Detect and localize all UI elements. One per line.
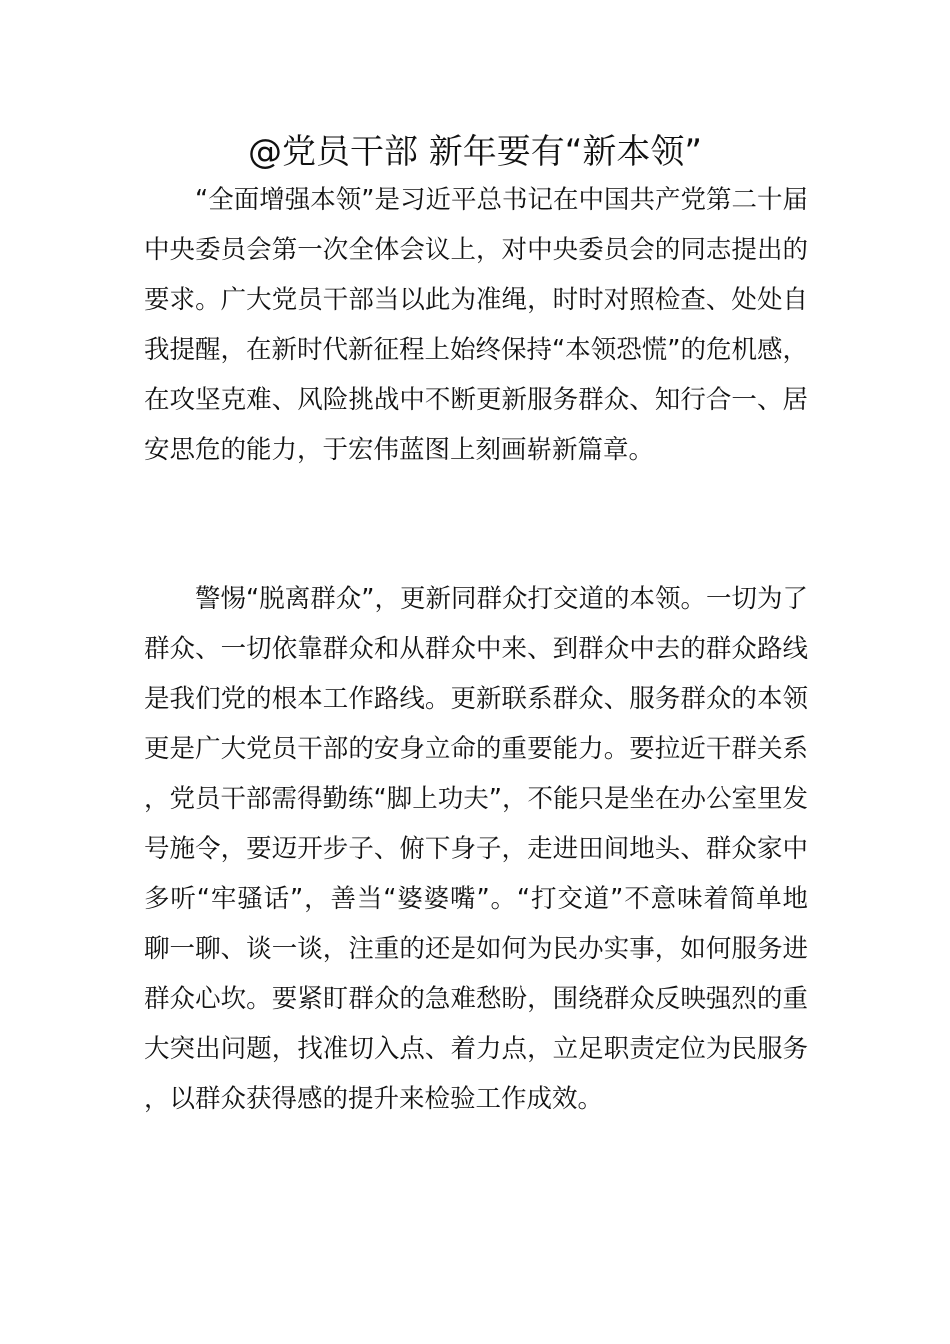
paragraph-intro: “全面增强本领”是习近平总书记在中国共产党第二十届中央委员会第一次全体会议上，对中央委员会的同志提出的要求。广大党员干部当以此为准绳，时时对照检查、处处自我提醒，在新时代新征程上始终保持“本领恐慌”的危机感，在攻坚克难、风险挑战中不断更新服务群众、知行合一、居安思危的能力，于宏伟蓝图上刻画崭新篇章。 [144,185,808,465]
document-title: @党员干部 新年要有“新本领” [247,132,703,172]
paragraph-masses: 警惕“脱离群众”，更新同群众打交道的本领。一切为了群众、一切依靠群众和从群众中来、到群众中去的群众路线是我们党的根本工作路线。更新联系群众、服务群众的本领更是广大党员干部的安身立命的重要能力。要拉近干群关系，党员干部需得勤练“脚上功夫”，不能只是坐在办公室里发号施令，要迈开步子、俯下身子，走进田间地头、群众家中多听“牢骚话”，善当“婆婆嘴”。“打交道”不意味着简单地聊一聊、谈一谈，注重的还是如何为民办实事，如何服务进群众心坎。要紧盯群众的急难愁盼，围绕群众反映强烈的重大突出问题，找准切入点、着力点，立足职责定位为民服务，以群众获得感的提升来检验工作成效。 [144,584,808,1114]
